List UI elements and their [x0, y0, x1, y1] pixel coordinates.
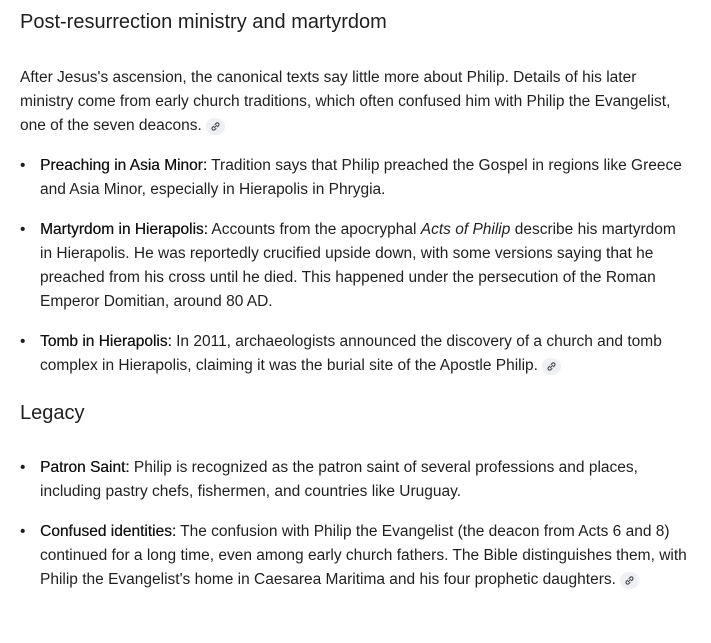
list-item-text: Philip is recognized as the patron saint of several professions and places, including pastry chefs, fishermen, and countries like Uruguay.	[40, 459, 638, 500]
bullet: •	[20, 523, 26, 540]
list-item-term: Preaching in Asia Minor:	[40, 157, 208, 174]
source-link-button[interactable]	[620, 572, 639, 589]
document-body	[20, 0, 688, 608]
intro-paragraph	[20, 66, 688, 138]
link-icon	[546, 361, 557, 372]
list-item-text: Tradition says that Philip preached the Gospel in regions like Greece and Asia Minor, especially in Hierapolis in Phrygia.	[40, 157, 682, 198]
list-item	[20, 218, 688, 314]
list-item	[20, 330, 688, 378]
ministry-list	[20, 154, 688, 378]
source-link-button[interactable]	[206, 118, 225, 135]
list-item	[20, 456, 688, 504]
list-item-text: In 2011, archaeologists announced the discovery of a church and tomb complex in Hierapolis, claiming it was the burial site of the Apostle Philip.	[40, 333, 662, 374]
section-heading-legacy: Legacy	[20, 402, 85, 424]
list-item-text: The confusion with Philip the Evangelist (the deacon from Acts 6 and 8) continued for a long time, even among early church fathers. The Bible distinguishes them, with Philip the Evangelist's home in Caesarea Maritima and his four prophetic daughters.	[40, 523, 687, 588]
legacy-list	[20, 456, 688, 592]
list-item-text: describe his martyrdom in Hierapolis. He was reportedly crucified upside down, with some versions saying that he preached from his cross until he died. This happened under the persecution of the Roman Emperor Domitian, around 80 AD.	[40, 221, 676, 310]
source-link-button[interactable]	[542, 358, 561, 375]
link-icon	[624, 575, 635, 586]
list-item	[20, 520, 688, 592]
bullet: •	[20, 459, 26, 476]
bullet: •	[20, 333, 26, 350]
intro-text: After Jesus's ascension, the canonical texts say little more about Philip. Details of his later ministry come from early church traditions, which often confused him with Philip the Evangelist, one of the seven deacons.	[20, 69, 671, 134]
list-item-term: Confused identities:	[40, 523, 177, 540]
list-item-term: Patron Saint:	[40, 459, 130, 476]
section-heading-ministry: Post-resurrection ministry and martyrdom	[20, 11, 387, 33]
list-item	[20, 154, 688, 202]
bullet: •	[20, 221, 26, 238]
link-icon	[210, 121, 221, 132]
list-item-text: Accounts from the apocryphal	[207, 221, 421, 238]
book-title: Acts of Philip	[420, 221, 511, 238]
bullet: •	[20, 157, 26, 174]
list-item-term: Tomb in Hierapolis:	[40, 333, 172, 350]
list-item-term: Martyrdom in Hierapolis:	[40, 221, 208, 238]
